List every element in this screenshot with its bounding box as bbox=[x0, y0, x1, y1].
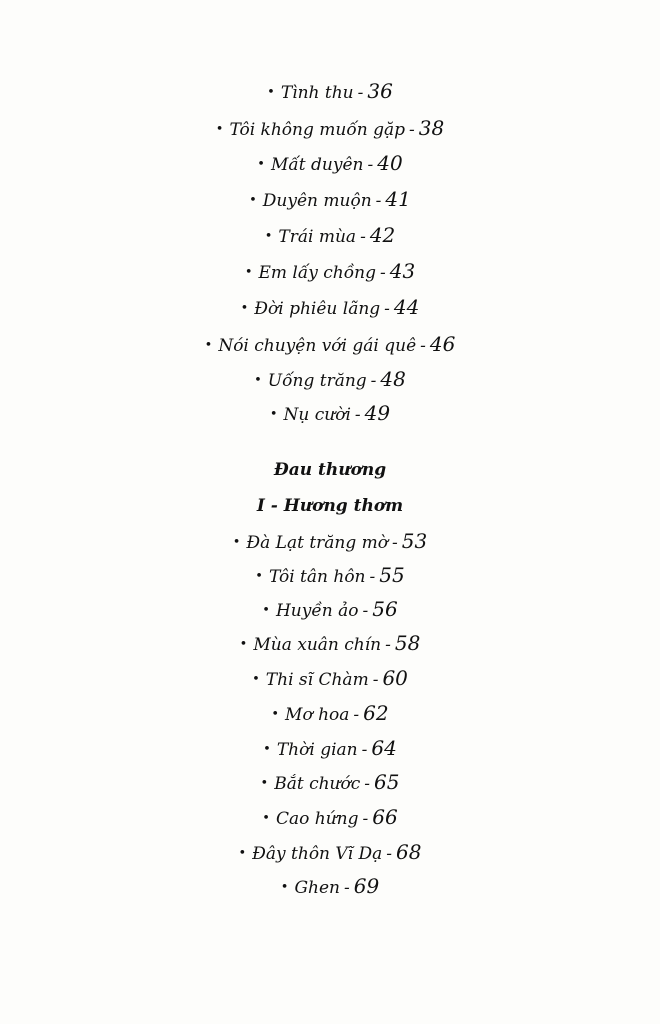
toc-entry-title: Đời phiêu lãng bbox=[254, 299, 381, 319]
toc-entry-page: 58 bbox=[394, 631, 421, 655]
toc-entry-title: Uống trăng bbox=[267, 371, 367, 391]
toc-entry-title: Nụ cười bbox=[283, 405, 351, 425]
toc-entry-page: 38 bbox=[418, 116, 445, 140]
toc-entry: • Bắt chước - 65 bbox=[260, 770, 400, 794]
toc-entry-page: 60 bbox=[382, 666, 408, 690]
toc-entry-page: 36 bbox=[367, 79, 393, 103]
toc-entry-page: 66 bbox=[372, 805, 398, 829]
section-title: Đau thương bbox=[273, 460, 387, 480]
toc-entry: • Tình thu - 36 bbox=[267, 79, 393, 103]
toc-entry: • Duyên muộn - 41 bbox=[249, 187, 411, 211]
toc-entry: • Mất duyên - 40 bbox=[257, 151, 403, 175]
toc-entry-title: Mùa xuân chín bbox=[253, 635, 382, 655]
toc-entry-title: Mơ hoa bbox=[285, 705, 350, 725]
toc-entry-page: 43 bbox=[389, 259, 416, 283]
toc-entry-title: Thi sĩ Chàm bbox=[265, 670, 369, 690]
toc-entry-page: 46 bbox=[429, 332, 456, 356]
toc-entry-page: 56 bbox=[372, 597, 398, 621]
toc-entry-page: 55 bbox=[379, 563, 405, 587]
toc-entry: • Nói chuyện với gái quê - 46 bbox=[204, 332, 456, 356]
toc-entry-page: 41 bbox=[385, 187, 411, 211]
toc-entry: • Uống trăng - 48 bbox=[254, 367, 406, 391]
toc-entry-page: 64 bbox=[371, 736, 397, 760]
toc-entry-title: Huyền ảo bbox=[275, 601, 359, 621]
toc-entry: • Đây thôn Vĩ Dạ - 68 bbox=[238, 840, 422, 864]
toc-entry-title: Cao hứng bbox=[275, 809, 359, 829]
toc-entry-page: 49 bbox=[364, 401, 391, 425]
toc-entry: • Tôi không muốn gặp - 38 bbox=[215, 116, 445, 140]
toc-entry: • Đời phiêu lãng - 44 bbox=[240, 295, 420, 319]
toc-entry-title: Duyên muộn bbox=[262, 191, 372, 211]
subsection-title: I - Hương thơm bbox=[256, 496, 404, 516]
toc-entry-title: Đây thôn Vĩ Dạ bbox=[252, 844, 383, 864]
toc-entry: • Thời gian - 64 bbox=[263, 736, 397, 760]
toc-entry-title: Bắt chước bbox=[274, 774, 361, 794]
toc-entry: • Mơ hoa - 62 bbox=[271, 701, 389, 725]
toc-entry-title: Tình thu bbox=[280, 83, 354, 103]
toc-entry-page: 40 bbox=[377, 151, 403, 175]
toc-entry: • Ghen - 69 bbox=[280, 874, 380, 898]
toc-entry: • Đà Lạt trăng mờ - 53 bbox=[232, 529, 428, 553]
toc-entry: • Cao hứng - 66 bbox=[262, 805, 398, 829]
toc-entry-page: 62 bbox=[363, 701, 389, 725]
toc-entry-page: 44 bbox=[393, 295, 420, 319]
toc-entry: • Em lấy chồng - 43 bbox=[244, 259, 416, 283]
toc-entry-page: 69 bbox=[353, 874, 380, 898]
toc-entry: • Thi sĩ Chàm - 60 bbox=[252, 666, 408, 690]
toc-entry-page: 68 bbox=[396, 840, 422, 864]
toc-entry-page: 48 bbox=[380, 367, 406, 391]
toc-entry-title: Tôi không muốn gặp bbox=[229, 120, 405, 140]
toc-entry-title: Ghen bbox=[294, 878, 340, 898]
toc-entry: • Nụ cười - 49 bbox=[269, 401, 391, 425]
toc-entry-title: Em lấy chồng bbox=[258, 263, 376, 283]
toc-entry-title: Tôi tân hôn bbox=[268, 567, 366, 587]
toc-entry: • Mùa xuân chín - 58 bbox=[239, 631, 421, 655]
toc-entry-title: Đà Lạt trăng mờ bbox=[246, 533, 389, 553]
toc-entry-page: 53 bbox=[401, 529, 428, 553]
toc-entry-page: 42 bbox=[369, 223, 396, 247]
toc-entry-page: 65 bbox=[374, 770, 400, 794]
toc-entry: • Trái mùa - 42 bbox=[264, 223, 396, 247]
toc-entry-title: Mất duyên bbox=[270, 155, 364, 175]
toc-entry-title: Trái mùa bbox=[278, 227, 357, 247]
toc-entry: • Tôi tân hôn - 55 bbox=[255, 563, 405, 587]
toc-entry-title: Thời gian bbox=[276, 740, 358, 760]
toc-entry: • Huyền ảo - 56 bbox=[262, 597, 398, 621]
toc-entry-title: Nói chuyện với gái quê bbox=[218, 336, 417, 356]
